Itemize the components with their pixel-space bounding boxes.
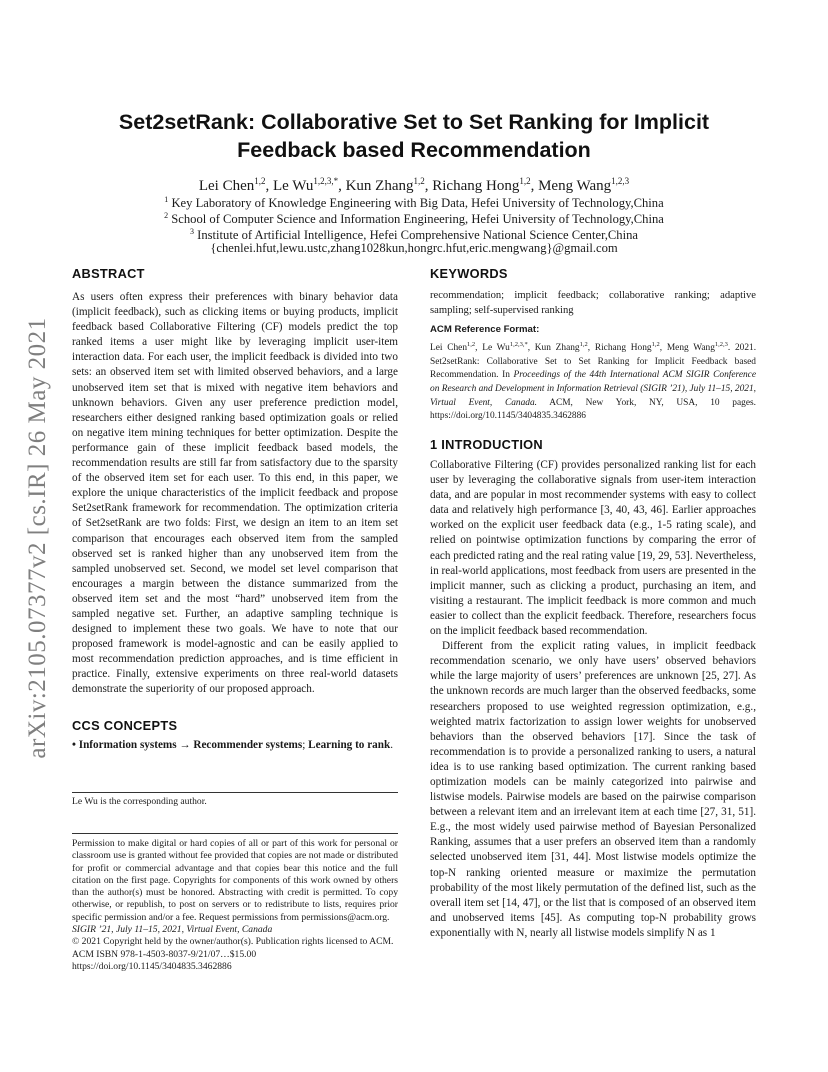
author-affil-sup: 1,2,3 <box>611 176 630 186</box>
ccs-end: . <box>390 739 393 751</box>
author-emails: {chenlei.hfut,lewu.ustc,zhang1028kun,hongrc.hfut,eric.mengwang}@gmail.com <box>210 241 618 255</box>
arxiv-identifier: arXiv:2105.07377v2 [cs.IR] 26 May 2021 <box>24 317 51 759</box>
ccs-separator: ; <box>302 739 306 751</box>
author-name: Meng Wang <box>538 178 612 194</box>
corresponding-note-block <box>72 796 398 808</box>
arxiv-sidebar <box>18 288 58 788</box>
author-name: Lei Chen <box>198 178 255 194</box>
introduction-heading: 1 INTRODUCTION <box>430 437 543 452</box>
reference-proceedings: Proceedings of the 44th International ACM SIGIR Conference on Research and Development in Information Retrieval (SIGIR ’21), July 11–15, 2021, Virtual Event, Canada. <box>430 370 756 408</box>
affiliation-text: Institute of Artificial Intelligence, Hefei Comprehensive National Science Center,China <box>197 228 638 243</box>
abstract-text: As users often express their preferences with binary behavior data (implicit feedback), such as clicking items or buying products, implicit feedback based Collaborative Filtering (CF) models predict the top ranked items a user might like by leveraging implicit user-item interaction data. For each user, the implicit feedback is divided into two sets: an observed item set with limited observed behaviors, and a large unobserved item set that is mixed with negative item behaviors and unknown behaviors. Given any user preference prediction model, researchers either designed ranking based optimization goals or relied on negative item mining techniques for better optimization. Despite the performance gain of these implicit feedback based models, the recommendation results are still far from satisfactory due to the sparsity of the observed item set for each user. To this end, in this paper, we explore the unique characteristics of the implicit feedback and propose Set2setRank framework for recommendation. The optimization criteria of Set2setRank are two folds: First, we design an item to an item set comparison that encourages each observed item from the sampled observed set is ranked higher than any unobserved item from the sampled unobserved set. Second, we model set level comparison that encourages a margin between the distance summarized from the observed item set and the most “hard” unobserved item from the sampled negative set. Further, an adaptive sampling technique is designed to implement these two goals. We have to note that our proposed framework is model-agnostic and can be easily applied to most recommendation prediction approaches, and is time efficient in practice. Finally, extensive experiments on three real-world datasets demonstrate the superiority of our proposed approach. <box>72 291 398 696</box>
ccs-item: Learning <box>308 739 353 751</box>
intro-paragraph: Different from the explicit rating values, in implicit feedback recommendation scenario, we only have users’ observed behaviors while the large majority of users’ preferences are unknown [25, 27]. As the unknown records are much larger than the observed feedbacks, some researchers proposed to use weighted regression optimization, e.g., weighted matrix factorization to assign lower weights for unobserved behaviors than the observed behaviors [17]. Since the task of recommendation is to provide a personalized ranking to users, a natural idea is to use ranking based optimization. The current ranking based optimization models can be mainly categorized into pairwise and listwise models. Pairwise models are based on the pairwise comparison between a relevant item and an irrelevant item at each time [27, 31, 51]. E.g., the most widely used pairwise method of Bayesian Personalized Ranking, assumes that a user prefers an observed item than a randomly selected unobserved item [31, 44]. Most listwise models optimize the top-N ranking oriented measure or maximize the permutation probability of the most likely permutation of the defined list, such as the overall item set [14, 47], or the list that is composed of an observed item and unobserved items [45]. As computing top-N probability grows exponentially with N, nearly all listwise models simplify N as 1 <box>430 640 756 939</box>
acm-reference-text: Lei Chen$^{1,2}$, Le $Wu^{1,2,3,*}$, Kun Zhang$^{1,2}$, Richang Hong$^{1,2}$, Meng Wang$^{1,2,3}$. 2021. Set2setRank: Collaborative Set to Set Ranking for Implicit Feedback based Recommendation. In Proceedings of the 44th International ACM SIGIR Conference on Research and Development in Information Retrieval (SIGIR ’21), July 11–15, 2021, Virtual Event, Canada. ACM, New York, NY, USA, 10 pages. https://doi.org/10.1145/3404835.3462886 <box>430 341 757 422</box>
affiliation-text: School of Computer Science and Information Engineering, Hefei University of Technology,China <box>171 212 664 227</box>
author-name: Richang Hong <box>432 178 520 194</box>
reference-tail: ACM, New York, NY, USA, 10 pages. https://doi.org/10.1145/3404835.3462886 <box>430 397 756 422</box>
affiliation-text: Key Laboratory of Knowledge Engineering with Big Data, Hefei University of Technology,China <box>171 196 664 211</box>
author-list: Lei Chen$^{1,2}$, Le $Wu^{1,2,3,*}$, Kun Zhang$^{1,2}$, Richang Hong$^{1,2}$, Meng Wang$^{1,2,3}$ <box>198 176 630 194</box>
permission-text: Permission to make digital or hard copies of all or part of this work for personal or classroom use is granted without fee provided that copies are not made or distributed for profit or commercial advantage and that copies bear this notice and the full citation on the first page. Copyrights for components of this work owned by others than the author(s) must be honored. Abstracting with credit is permitted. To copy otherwise, or republish, to post on servers or to redistribute to lists, requires prior specific permission and/or a fee. Request permissions from permissions@acm.org. <box>72 838 398 923</box>
paper-title <box>70 108 758 164</box>
ccs-concepts <box>72 738 398 753</box>
corresponding-author-note: Le Wu is the corresponding author. <box>72 796 207 807</box>
author-name: Kun Zhang <box>345 178 414 194</box>
introduction-section <box>430 458 756 941</box>
reference-author: Lei Chen <box>430 343 468 354</box>
doi-line: https://doi.org/10.1145/3404835.3462886 <box>72 960 232 972</box>
permission-block <box>72 838 398 973</box>
ccs-bullet: • <box>72 739 76 751</box>
ccs-item: Information systems <box>78 739 177 751</box>
author-affil-sup: 1,2 <box>519 176 531 186</box>
reference-author-sup: 1,2 <box>467 341 476 348</box>
permission-divider <box>72 833 398 834</box>
keywords-heading: KEYWORDS <box>430 266 508 281</box>
ccs-heading: CCS CONCEPTS <box>72 718 178 733</box>
reference-author: Kun Zhang <box>534 343 580 354</box>
abstract-section <box>72 290 398 698</box>
reference-body: 2021. Set2setRank: Collaborative Set to Set Ranking for Implicit Feedback based Recommendation. In <box>430 343 757 381</box>
author-name: Le Wu <box>272 178 314 194</box>
reference-author-sup: 1,2 <box>651 341 660 348</box>
venue-line: SIGIR ’21, July 11–15, 2021, Virtual Event, Canada <box>72 924 273 936</box>
keywords-text: recommendation; implicit feedback; collaborative ranking; adaptive sampling; self-supervised ranking <box>430 290 756 316</box>
reference-author: Meng Wang <box>666 343 715 354</box>
keywords-section <box>430 289 756 318</box>
ccs-item: Recommender systems <box>193 739 303 751</box>
reference-author: Richang Hong <box>594 343 652 354</box>
abstract-heading: ABSTRACT <box>72 266 145 281</box>
acm-reference-heading: ACM Reference Format: <box>430 324 540 335</box>
reference-author-sup: 1,2,3 <box>714 341 728 348</box>
affiliation-sup: 2 <box>164 211 169 220</box>
intro-paragraph: Collaborative Filtering (CF) provides personalized ranking list for each user by leveraging the collaborative signals from user-item interaction data, and are popular in most recommender systems with easy to collect data and relatively high performance [3, 40, 43, 46]. Earlier approaches worked on the explicit user feedback data (e.g., 1-5 rating scale), and relied on pointwise optimization functions by comparing the error of each predicted rating and the real rating value [19, 29, 53]. Nevertheless, in real-world applications, most feedback from users are presented in the implicit manner, such as clicking a product, purchasing an item, and visiting a restaurant. The implicit feedback is more common and much easier to collect than the explicit feedback. Therefore, researchers focus on the implicit feedback based recommendation. <box>430 459 756 638</box>
ccs-arrow: → <box>179 739 191 751</box>
author-affil-sup: 1,2,3,* <box>313 176 339 186</box>
author-affil-sup: 1,2 <box>254 176 266 186</box>
reference-author-sup: 1,2 <box>579 341 588 348</box>
footnote-divider <box>72 792 398 793</box>
affiliation-sup: 3 <box>190 227 194 236</box>
isbn-line: ACM ISBN 978-1-4503-8037-9/21/07…$15.00 <box>72 948 257 960</box>
reference-author-sup: 1,2,3,* <box>509 341 528 348</box>
author-affil-sup: 1,2 <box>413 176 425 186</box>
title-line-1: Set2setRank: Collaborative Set to Set Ranking for Implicit <box>118 110 710 134</box>
acm-reference <box>430 324 756 424</box>
copyright-line: © 2021 Copyright held by the owner/author(s). Publication rights licensed to ACM. <box>72 936 394 948</box>
ccs-item: to rank <box>355 739 391 751</box>
reference-author: Le Wu <box>482 343 510 354</box>
affiliation-sup: 1 <box>164 195 169 204</box>
title-line-2: Feedback based Recommendation <box>237 138 591 162</box>
